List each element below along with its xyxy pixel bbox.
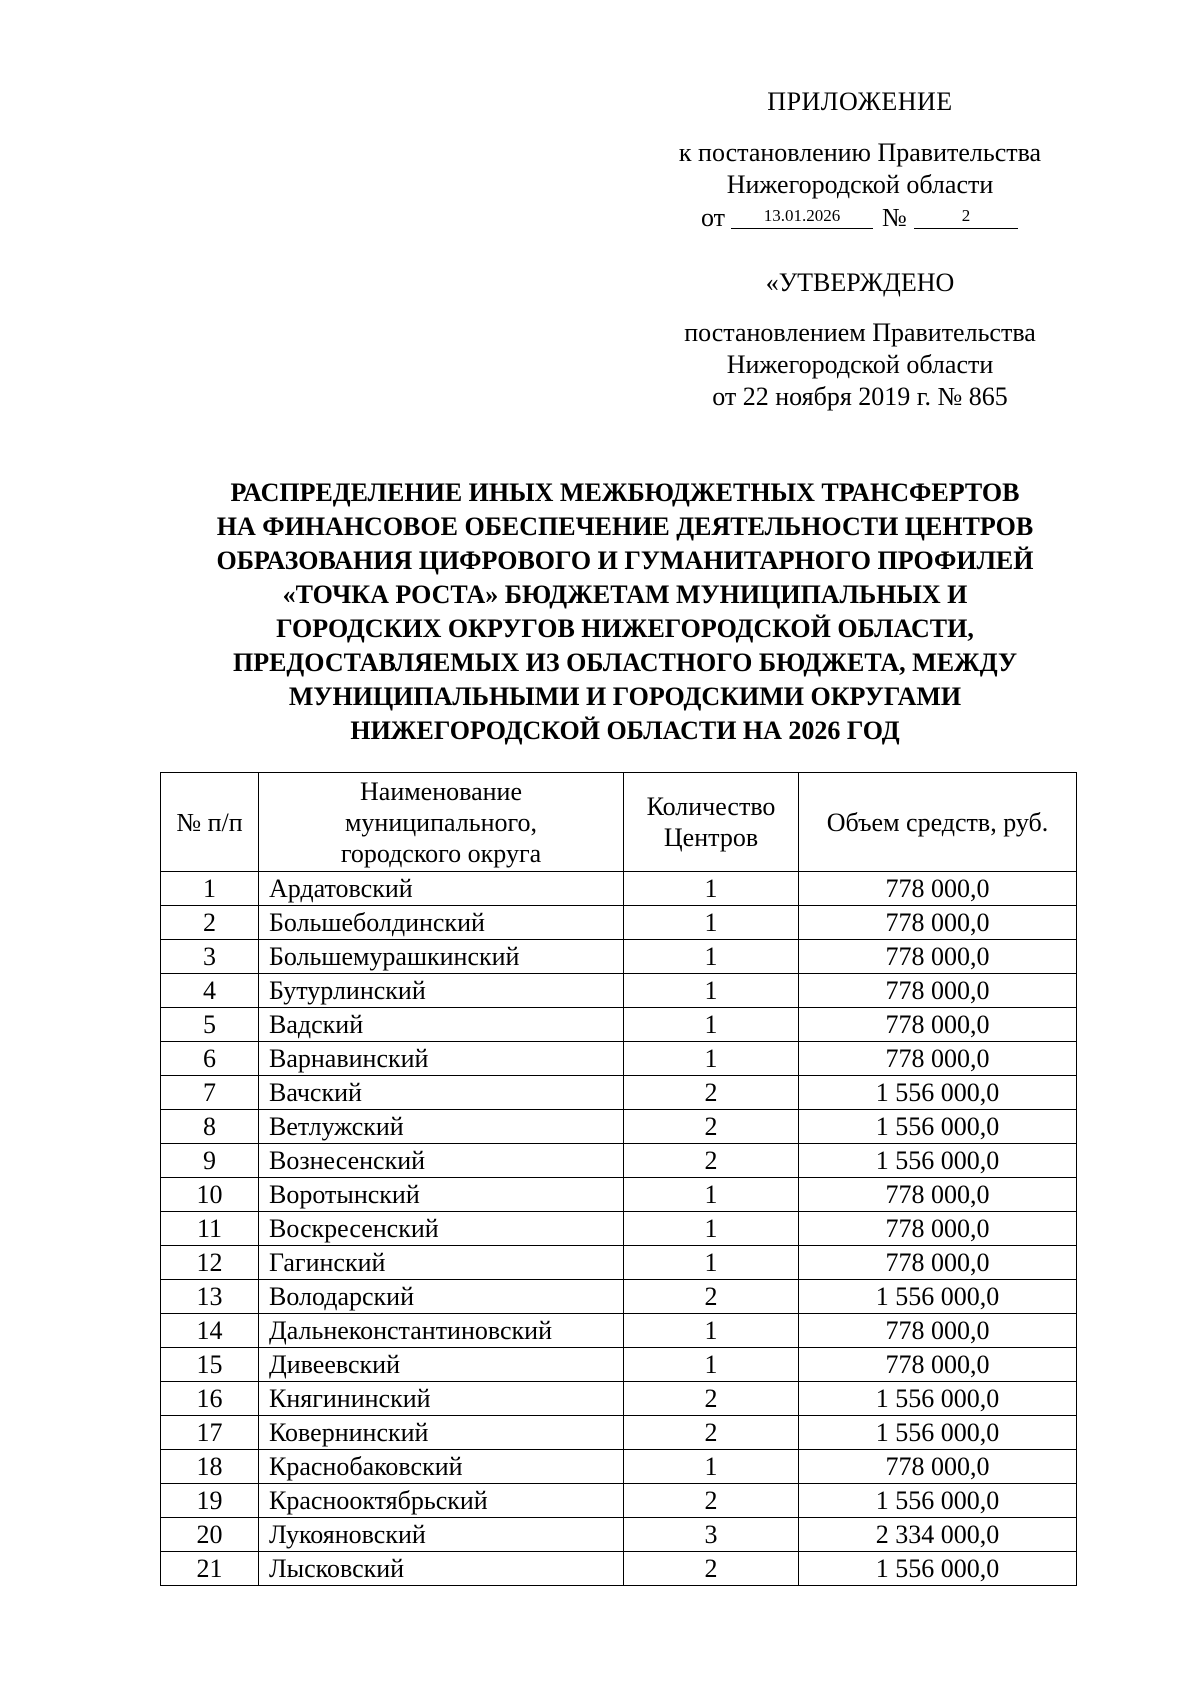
- cell-count: 2: [624, 1416, 799, 1450]
- cell-name: Володарский: [259, 1280, 624, 1314]
- table-row: [161, 872, 1077, 906]
- table-row: [161, 1212, 1077, 1246]
- table-row: [161, 940, 1077, 974]
- cell-num: 15: [161, 1348, 259, 1382]
- table-row: [161, 1518, 1077, 1552]
- table-row: [161, 1110, 1077, 1144]
- cell-num: 1: [161, 872, 259, 906]
- cell-name: Краснобаковский: [259, 1450, 624, 1484]
- cell-name: Большемурашкинский: [259, 940, 624, 974]
- cell-volume: 778 000,0: [799, 1212, 1077, 1246]
- cell-name: Ветлужский: [259, 1110, 624, 1144]
- table-row: [161, 1484, 1077, 1518]
- cell-count: 1: [624, 1450, 799, 1484]
- cell-count: 1: [624, 1008, 799, 1042]
- title-line: «ТОЧКА РОСТА» БЮДЖЕТАМ МУНИЦИПАЛЬНЫХ И: [282, 580, 968, 609]
- cell-count: 1: [624, 974, 799, 1008]
- document-title: [160, 476, 1090, 748]
- cell-count: 2: [624, 1076, 799, 1110]
- cell-num: 14: [161, 1314, 259, 1348]
- approved-by-line: от 22 ноября 2019 г. № 865: [712, 382, 1008, 411]
- cell-volume: 778 000,0: [799, 906, 1077, 940]
- cell-name: Вознесенский: [259, 1144, 624, 1178]
- cell-num: 12: [161, 1246, 259, 1280]
- resolution-date-field: 13.01.2026: [731, 204, 873, 229]
- table-row: [161, 1076, 1077, 1110]
- table-row: [161, 1280, 1077, 1314]
- cell-num: 2: [161, 906, 259, 940]
- cell-count: 1: [624, 872, 799, 906]
- cell-count: 1: [624, 1212, 799, 1246]
- cell-count: 1: [624, 1178, 799, 1212]
- cell-num: 11: [161, 1212, 259, 1246]
- table-body: [161, 872, 1077, 1586]
- header-name-line: Наименование: [360, 776, 522, 806]
- cell-num: 4: [161, 974, 259, 1008]
- title-line: ОБРАЗОВАНИЯ ЦИФРОВОГО И ГУМАНИТАРНОГО ПРОФИЛЕЙ: [216, 546, 1034, 575]
- cell-volume: 1 556 000,0: [799, 1484, 1077, 1518]
- cell-name: Лукояновский: [259, 1518, 624, 1552]
- cell-num: 10: [161, 1178, 259, 1212]
- cell-volume: 1 556 000,0: [799, 1382, 1077, 1416]
- cell-volume: 778 000,0: [799, 1348, 1077, 1382]
- header-volume: Объем средств, руб.: [799, 773, 1077, 872]
- title-line: НА ФИНАНСОВОЕ ОБЕСПЕЧЕНИЕ ДЕЯТЕЛЬНОСТИ ЦЕНТРОВ: [216, 512, 1034, 541]
- cell-name: Дивеевский: [259, 1348, 624, 1382]
- cell-count: 2: [624, 1110, 799, 1144]
- header-count: [624, 773, 799, 872]
- table-row: [161, 1314, 1077, 1348]
- table-row: [161, 1042, 1077, 1076]
- number-label: №: [882, 203, 907, 232]
- title-line: РАСПРЕДЕЛЕНИЕ ИНЫХ МЕЖБЮДЖЕТНЫХ ТРАНСФЕРТОВ: [230, 478, 1020, 507]
- cell-name: Большеболдинский: [259, 906, 624, 940]
- table-row: [161, 1144, 1077, 1178]
- approved-by-block: [650, 317, 1070, 413]
- cell-count: 3: [624, 1518, 799, 1552]
- cell-count: 2: [624, 1280, 799, 1314]
- cell-volume: 778 000,0: [799, 1450, 1077, 1484]
- to-resolution-line: Нижегородской области: [726, 170, 994, 199]
- cell-count: 2: [624, 1144, 799, 1178]
- table-row: [161, 974, 1077, 1008]
- to-resolution-line: к постановлению Правительства: [678, 138, 1042, 167]
- resolution-number-field: 2: [914, 204, 1018, 229]
- cell-count: 2: [624, 1552, 799, 1586]
- title-line: НИЖЕГОРОДСКОЙ ОБЛАСТИ НА 2026 ГОД: [350, 716, 900, 745]
- title-line: ГОРОДСКИХ ОКРУГОВ НИЖЕГОРОДСКОЙ ОБЛАСТИ,: [276, 614, 974, 643]
- cell-volume: 1 556 000,0: [799, 1110, 1077, 1144]
- cell-num: 8: [161, 1110, 259, 1144]
- cell-num: 9: [161, 1144, 259, 1178]
- cell-num: 20: [161, 1518, 259, 1552]
- distribution-table: [160, 772, 1077, 1586]
- cell-name: Варнавинский: [259, 1042, 624, 1076]
- cell-name: Воротынский: [259, 1178, 624, 1212]
- cell-num: 5: [161, 1008, 259, 1042]
- cell-num: 19: [161, 1484, 259, 1518]
- cell-name: Лысковский: [259, 1552, 624, 1586]
- cell-name: Ковернинский: [259, 1416, 624, 1450]
- from-label: от: [701, 203, 726, 232]
- cell-name: Краснооктябрьский: [259, 1484, 624, 1518]
- table-header-row: [161, 773, 1077, 872]
- header-count-line: Количество: [646, 792, 776, 821]
- header-name-line: муниципального,: [344, 807, 538, 837]
- cell-count: 1: [624, 1042, 799, 1076]
- cell-volume: 778 000,0: [799, 940, 1077, 974]
- cell-count: 1: [624, 1246, 799, 1280]
- title-line: МУНИЦИПАЛЬНЫМИ И ГОРОДСКИМИ ОКРУГАМИ: [288, 682, 962, 711]
- cell-volume: 778 000,0: [799, 872, 1077, 906]
- cell-volume: 1 556 000,0: [799, 1416, 1077, 1450]
- cell-volume: 778 000,0: [799, 1314, 1077, 1348]
- cell-count: 1: [624, 940, 799, 974]
- appendix-title: ПРИЛОЖЕНИЕ: [767, 87, 953, 116]
- table-row: [161, 1552, 1077, 1586]
- cell-count: 2: [624, 1484, 799, 1518]
- cell-name: Гагинский: [259, 1246, 624, 1280]
- to-resolution-block: [650, 137, 1070, 232]
- header-name: [259, 773, 624, 872]
- cell-num: 3: [161, 940, 259, 974]
- resolution-date-number-line: [650, 202, 1070, 236]
- cell-volume: 778 000,0: [799, 1246, 1077, 1280]
- cell-volume: 778 000,0: [799, 974, 1077, 1008]
- table-row: [161, 906, 1077, 940]
- cell-count: 1: [624, 1314, 799, 1348]
- cell-volume: 778 000,0: [799, 1008, 1077, 1042]
- cell-num: 7: [161, 1076, 259, 1110]
- cell-num: 21: [161, 1552, 259, 1586]
- cell-volume: 1 556 000,0: [799, 1280, 1077, 1314]
- cell-num: 13: [161, 1280, 259, 1314]
- cell-num: 16: [161, 1382, 259, 1416]
- cell-num: 17: [161, 1416, 259, 1450]
- header-num: № п/п: [161, 773, 259, 872]
- cell-name: Вадский: [259, 1008, 624, 1042]
- table-row: [161, 1450, 1077, 1484]
- header-name-line: городского округа: [340, 838, 542, 868]
- cell-volume: 1 556 000,0: [799, 1144, 1077, 1178]
- approved-by-line: Нижегородской области: [726, 350, 994, 379]
- cell-name: Бутурлинский: [259, 974, 624, 1008]
- cell-volume: 1 556 000,0: [799, 1076, 1077, 1110]
- cell-name: Воскресенский: [259, 1212, 624, 1246]
- approved-by-line: постановлением Правительства: [684, 318, 1036, 347]
- table-row: [161, 1348, 1077, 1382]
- table-row: [161, 1416, 1077, 1450]
- table-row: [161, 1178, 1077, 1212]
- cell-num: 6: [161, 1042, 259, 1076]
- header-count-line: Центров: [663, 823, 759, 852]
- cell-volume: 1 556 000,0: [799, 1552, 1077, 1586]
- cell-name: Дальнеконстантиновский: [259, 1314, 624, 1348]
- cell-volume: 2 334 000,0: [799, 1518, 1077, 1552]
- cell-name: Ардатовский: [259, 872, 624, 906]
- cell-count: 2: [624, 1382, 799, 1416]
- table-row: [161, 1246, 1077, 1280]
- cell-count: 1: [624, 906, 799, 940]
- table-row: [161, 1008, 1077, 1042]
- cell-volume: 778 000,0: [799, 1042, 1077, 1076]
- cell-num: 18: [161, 1450, 259, 1484]
- cell-volume: 778 000,0: [799, 1178, 1077, 1212]
- approved-label: «УТВЕРЖДЕНО: [765, 268, 955, 297]
- cell-count: 1: [624, 1348, 799, 1382]
- title-line: ПРЕДОСТАВЛЯЕМЫХ ИЗ ОБЛАСТНОГО БЮДЖЕТА, МЕЖДУ: [232, 648, 1018, 677]
- table-row: [161, 1382, 1077, 1416]
- cell-name: Княгининский: [259, 1382, 624, 1416]
- cell-name: Вачский: [259, 1076, 624, 1110]
